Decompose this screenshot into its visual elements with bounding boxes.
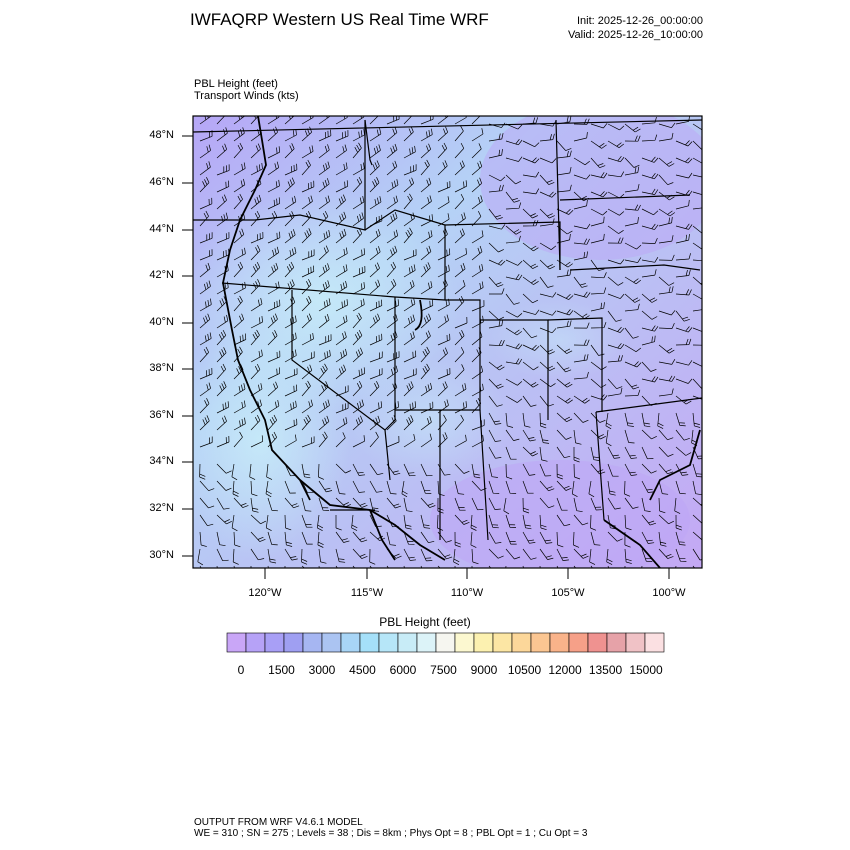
legend-label: 12000 (548, 663, 582, 677)
valid-time: Valid: 2025-12-26_10:00:00 (568, 29, 703, 41)
lat-label: 32°N (149, 502, 174, 514)
model-info (194, 817, 587, 839)
lat-label: 30°N (149, 549, 174, 561)
legend-label: 7500 (430, 663, 457, 677)
colorbar-swatch (626, 633, 645, 652)
model-config: WE = 310 ; SN = 275 ; Levels = 38 ; Dis = 8km ; Phys Opt = 8 ; PBL Opt = 1 ; Cu Opt = 3 (194, 828, 588, 839)
colorbar-swatch (246, 633, 265, 652)
colorbar-swatch (398, 633, 417, 652)
colorbar-swatch (512, 633, 531, 652)
colorbar-swatch (436, 633, 455, 652)
lon-label: 105°W (551, 587, 585, 599)
model-version: OUTPUT FROM WRF V4.6.1 MODEL (194, 817, 363, 828)
colorbar-swatch (645, 633, 664, 652)
legend-label: 9000 (470, 663, 498, 677)
colorbar (227, 633, 664, 652)
lon-label: 120°W (248, 587, 282, 599)
lat-label: 48°N (149, 129, 174, 141)
field-label: PBL Height (feet) (194, 78, 278, 90)
legend-label: 3000 (308, 663, 336, 677)
lat-label: 36°N (149, 409, 174, 421)
legend-label: 4500 (349, 663, 376, 677)
colorbar-swatch (360, 633, 379, 652)
colorbar-swatch (474, 633, 493, 652)
lat-label: 38°N (149, 362, 174, 374)
legend-label: 6000 (389, 663, 417, 677)
colorbar-swatch (341, 633, 360, 652)
colorbar-swatch (569, 633, 588, 652)
wind-label: Transport Winds (kts) (194, 90, 299, 102)
lat-label: 34°N (149, 455, 174, 467)
lon-label: 110°W (450, 587, 484, 599)
page-title: IWFAQRP Western US Real Time WRF (190, 10, 489, 29)
colorbar-swatch (607, 633, 626, 652)
legend-label: 0 (237, 663, 245, 677)
lat-label: 40°N (149, 316, 174, 328)
lon-ticks (265, 568, 669, 579)
colorbar-swatch (417, 633, 436, 652)
colorbar-swatch (322, 633, 341, 652)
colorbar-swatch (227, 633, 246, 652)
lat-label: 46°N (149, 176, 174, 188)
colorbar-swatch (588, 633, 607, 652)
legend-label: 1500 (268, 663, 295, 677)
legend-label: 15000 (629, 663, 663, 677)
legend-title: PBL Height (feet) (379, 615, 471, 629)
colorbar-swatch (550, 633, 569, 652)
colorbar-swatch (493, 633, 512, 652)
lon-label: 115°W (350, 587, 384, 599)
colorbar-swatch (531, 633, 550, 652)
colorbar-swatch (303, 633, 322, 652)
colorbar-swatch (379, 633, 398, 652)
legend-label: 10500 (507, 663, 542, 677)
lat-label: 44°N (149, 223, 174, 235)
colorbar-swatch (455, 633, 474, 652)
lat-label: 42°N (149, 269, 174, 281)
colorbar-swatch (284, 633, 303, 652)
colorbar-swatch (265, 633, 284, 652)
lon-label: 100°W (652, 587, 686, 599)
init-time: Init: 2025-12-26_00:00:00 (577, 15, 703, 27)
legend-label: 13500 (588, 663, 623, 677)
lat-ticks (182, 136, 193, 556)
